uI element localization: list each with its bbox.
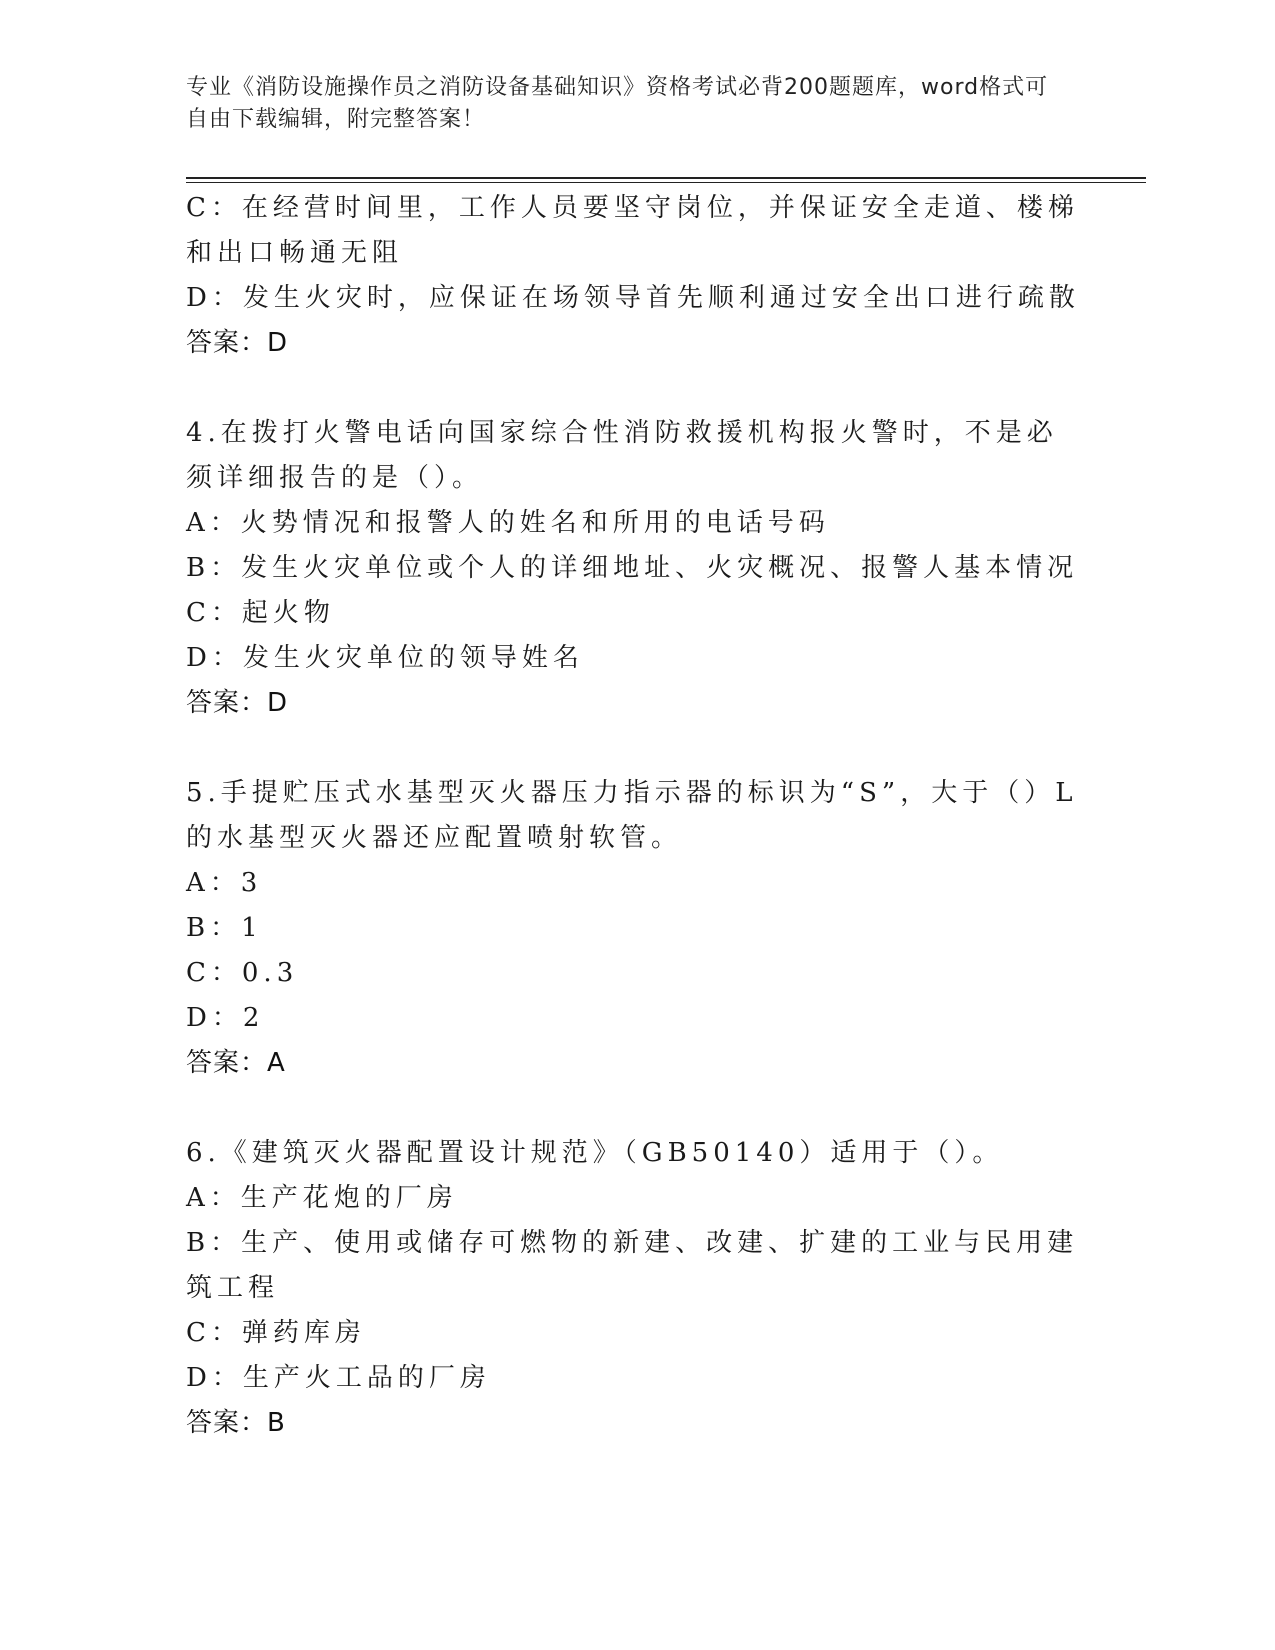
- page-header: 专业《消防设施操作员之消防设备基础知识》资格考试必背200题题库，word格式可自由下载编辑，附完整答案！: [186, 75, 1049, 132]
- option-d: D：2: [186, 1003, 265, 1033]
- question-stem: 6.《建筑灭火器配置设计规范》（GB50140）适用于（）。: [186, 1138, 1004, 1168]
- option-b: B：发生火灾单位或个人的详细地址、火灾概况、报警人基本情况: [186, 553, 1079, 583]
- option-b: B：1: [186, 913, 263, 943]
- option-c: C：弹药库房: [186, 1318, 366, 1348]
- answer: 答案：D: [186, 688, 289, 718]
- question-4: [186, 411, 1086, 726]
- question-6: [186, 1131, 1086, 1446]
- question-list: [186, 186, 1086, 1446]
- question-stem: 5.手提贮压式水基型灭火器压力指示器的标识为“S”，大于（）L的水基型灭火器还应配置喷射软管。: [186, 778, 1078, 853]
- answer: 答案：A: [186, 1048, 286, 1078]
- answer: 答案：B: [186, 1408, 286, 1438]
- option-c: C：起火物: [186, 598, 335, 628]
- option-c: C：在经营时间里，工作人员要坚守岗位，并保证安全走道、楼梯和出口畅通无阻: [186, 193, 1079, 268]
- option-d: D：发生火灾时，应保证在场领导首先顺利通过安全出口进行疏散: [186, 283, 1080, 313]
- question-continuation: [186, 186, 1086, 366]
- option-d: D：发生火灾单位的领导姓名: [186, 643, 584, 673]
- option-a: A：火势情况和报警人的姓名和所用的电话号码: [186, 508, 830, 538]
- option-a: A：生产花炮的厂房: [186, 1183, 458, 1213]
- question-stem: 4.在拨打火警电话向国家综合性消防救援机构报火警时，不是必须详细报告的是（）。: [186, 418, 1058, 493]
- header-rule-thick: [186, 177, 1146, 179]
- answer: 答案：D: [186, 328, 289, 358]
- header-rule-thin: [186, 182, 1146, 183]
- option-d: D：生产火工品的厂房: [186, 1363, 491, 1393]
- question-5: [186, 771, 1086, 1086]
- option-b: B：生产、使用或储存可燃物的新建、改建、扩建的工业与民用建筑工程: [186, 1228, 1079, 1303]
- option-a: A：3: [186, 868, 263, 898]
- option-c: C：0.3: [186, 958, 299, 988]
